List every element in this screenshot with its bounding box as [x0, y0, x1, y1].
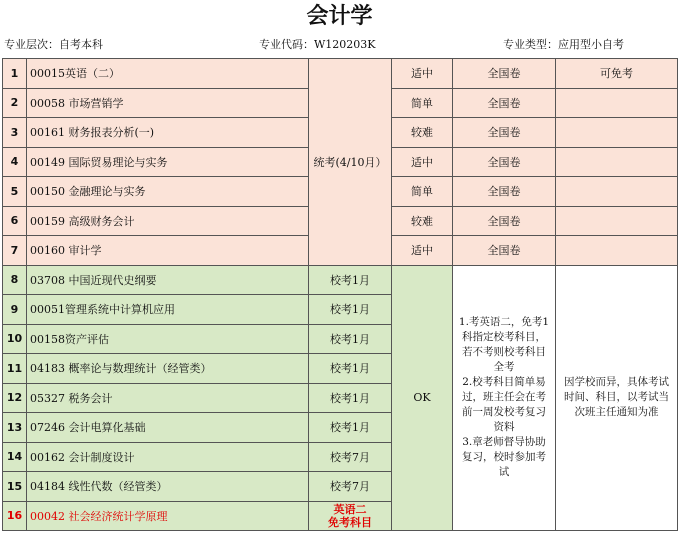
course-name: 04184 线性代数（经管类）	[27, 472, 309, 502]
row-number: 5	[3, 177, 27, 207]
exemption-note: 可免考	[556, 59, 678, 89]
exam-scope: 全国卷	[453, 118, 556, 148]
exam-scope: 全国卷	[453, 206, 556, 236]
row-number: 3	[3, 118, 27, 148]
course-name: 00058 市场营销学	[27, 88, 309, 118]
course-name: 05327 税务会计	[27, 383, 309, 413]
row-number: 2	[3, 88, 27, 118]
exam-time: 校考1月	[309, 354, 392, 384]
row-number: 11	[3, 354, 27, 384]
exam-scope: 全国卷	[453, 236, 556, 266]
course-name: 03708 中国近现代史纲要	[27, 265, 309, 295]
course-name: 00149 国际贸易理论与实务	[27, 147, 309, 177]
difficulty: 较难	[392, 118, 453, 148]
exemption-note	[556, 206, 678, 236]
course-name: 00015英语（二）	[27, 59, 309, 89]
row-number: 14	[3, 442, 27, 472]
exam-time: 校考1月	[309, 265, 392, 295]
row-number: 8	[3, 265, 27, 295]
course-name: 00051管理系统中计算机应用	[27, 295, 309, 325]
school-exam-timing-text: 因学校而异，具体考试时间、科目，以考试当次班主任通知为准	[564, 376, 669, 419]
exam-scope: 全国卷	[453, 88, 556, 118]
exemption-note	[556, 118, 678, 148]
exam-time: 校考1月	[309, 324, 392, 354]
school-exam-timing-note	[556, 265, 678, 531]
exam-time	[309, 501, 392, 531]
row-number: 4	[3, 147, 27, 177]
exemption-note	[556, 177, 678, 207]
exam-scope: 全国卷	[453, 177, 556, 207]
major-code: 专业代码：W120203K	[259, 38, 376, 51]
page-title: 会计学	[306, 4, 373, 29]
row-number: 7	[3, 236, 27, 266]
exam-time: 校考7月	[309, 472, 392, 502]
row-number: 6	[3, 206, 27, 236]
exam-time: 校考1月	[309, 295, 392, 325]
exam-scope: 全国卷	[453, 147, 556, 177]
course-name: 00159 高级财务会计	[27, 206, 309, 236]
difficulty: 简单	[392, 88, 453, 118]
course-name: 00158资产评估	[27, 324, 309, 354]
difficulty: 简单	[392, 177, 453, 207]
course-table	[2, 58, 678, 531]
course-name: 00160 审计学	[27, 236, 309, 266]
exam-scope: 全国卷	[453, 59, 556, 89]
table-row	[3, 59, 678, 89]
row-number: 16	[3, 501, 27, 531]
course-name: 04183 概率论与数理统计（经管类）	[27, 354, 309, 384]
row-number: 12	[3, 383, 27, 413]
exam-time: 校考1月	[309, 413, 392, 443]
row-number: 9	[3, 295, 27, 325]
exemption-note	[556, 147, 678, 177]
difficulty: 适中	[392, 147, 453, 177]
course-name: 00150 金融理论与实务	[27, 177, 309, 207]
exemption-note	[556, 236, 678, 266]
course-name: 07246 会计电算化基础	[27, 413, 309, 443]
major-level: 专业层次：自考本科	[4, 38, 103, 51]
unified-exam-cell: 统考(4/10月）	[309, 59, 392, 266]
difficulty: 较难	[392, 206, 453, 236]
exam-time: 校考1月	[309, 383, 392, 413]
difficulty: 适中	[392, 236, 453, 266]
major-type: 专业类型：应用型小自考	[503, 38, 624, 51]
row-number: 1	[3, 59, 27, 89]
school-exam-note	[453, 265, 556, 531]
school-exam-note-text: 1.考英语二，免考1科指定校考科目，若不考则校考科目全考 2.校考科目简单易过，班主任会在考前一周发校考复习资料 3.章老师督导协助复习，校时参加考试	[458, 316, 550, 479]
course-name: 00162 会计制度设计	[27, 442, 309, 472]
exam-time: 校考7月	[309, 442, 392, 472]
course-name: 00042 社会经济统计学原理	[27, 501, 309, 531]
row-number: 15	[3, 472, 27, 502]
exemption-note	[556, 88, 678, 118]
difficulty: 适中	[392, 59, 453, 89]
course-name: 00161 财务报表分析(一)	[27, 118, 309, 148]
ok-cell: OK	[392, 265, 453, 531]
row-number: 13	[3, 413, 27, 443]
table-row	[3, 265, 678, 295]
row-number: 10	[3, 324, 27, 354]
exemption-label: 英语二 免考科目	[328, 502, 372, 529]
